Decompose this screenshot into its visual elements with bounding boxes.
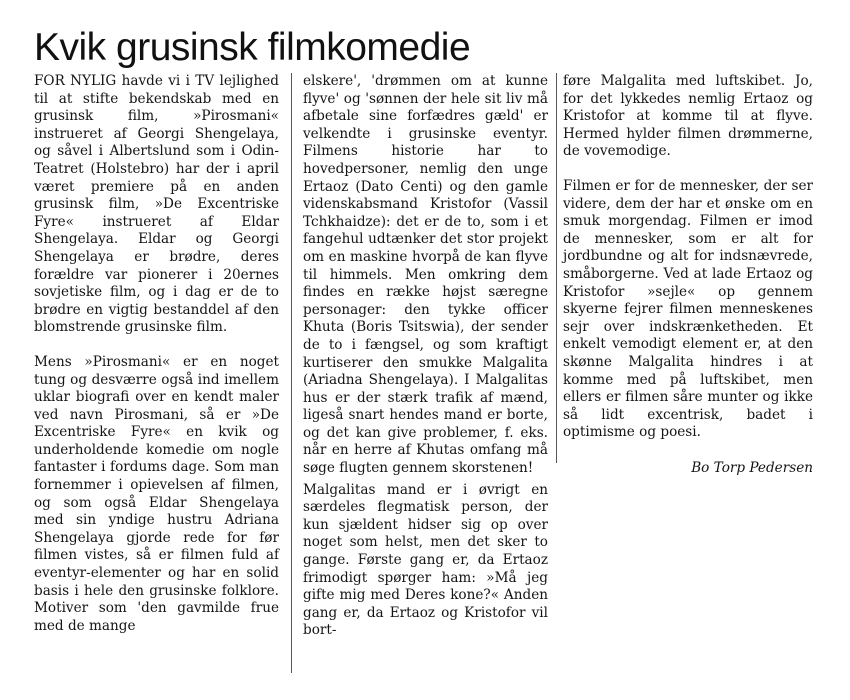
paragraph: elskere', 'drømmen om at kunne flyve' og 'sønnen der hele sit liv må afbetale sine forfædres gæld' er velkendte i grusinske eventyr. Filmens historie har to hovedpersoner, nemlig den unge Ertaoz (Dato Centi) og den gamle videnskabsmand Kristofor (Vassil Tchkhaidze): det er de to, som i et fangehul udtænker det stor projekt om en maskine hvorpå de kan flyve til himmels. Men omkring dem findes en række højst særegne personager: den tykke officer Khuta (Boris Tsitswia), der sender de to i fængsel, og som kraftigt kurtiserer den smukke Malgalita (Ariadna Shengelaya). I Malgalitas hus er der stærk trafik af mænd, ligeså snart hendes mand er borte, og det kan give problemer, f. eks. når en herre af Khutas omfang må søge flugten gennem skorstenen!	[303, 73, 548, 477]
byline: Bo Torp Pedersen	[691, 460, 813, 476]
paragraph: FOR NYLIG havde vi i TV lejlighed til at stifte bekendskab med en grusinsk film, »Pirosmani« instrueret af Georgi Shengelaya, og såvel i Albertslund som i Odin-Teatret (Holstebro) har der i april været premiere på en anden grusinsk film, »De Excentriske Fyre« instrueret af Eldar Shengelaya. Eldar og Georgi Shengelaya er brødre, deres forældre var pionerer i 20ernes sovjetiske film, og i dag er de to brødre en vigtig bestanddel af den blomstrende grusinske film.	[34, 73, 279, 336]
article-column-3	[563, 73, 813, 442]
paragraph: føre Malgalita med luftskibet. Jo, for det lykkedes nemlig Ertaoz og Kristofor at komme til at flyve. Hermed hylder filmen drømmerne, de vovemodige.	[563, 73, 813, 160]
column-divider-1	[291, 73, 292, 673]
paragraph: Mens »Pirosmani« er en noget tung og desværre også ind imellem uklar biografi over en kendt maler ved navn Pirosmani, så er »De Excentriske Fyre« en kvik og underholdende komedie om nogle fantaster i fordums dage. Som man fornemmer i opievelsen af filmen, og som også Eldar Shengelaya med sin yndige hustru Adriana Shengelaya gjorde rede for før filmen vistes, så er filmen fuld af eventyr-elementer og har en solid basis i hele den grusinske folklore. Motiver som 'den gavmilde frue med de mange	[34, 353, 279, 634]
paragraph: Malgalitas mand er i øvrigt en særdeles flegmatisk person, der kun sjældent hidser sig op over noget som helst, men det sker to gange. Første gang er, da Ertaoz frimodigt spørger ham: »Må jeg gifte mig med Deres kone?« Anden gang er, da Ertaoz og Kristofor vil bort-	[303, 481, 548, 639]
column-divider-2	[556, 73, 557, 463]
article-column-2	[303, 73, 548, 640]
headline: Kvik grusinsk filmkomedie	[34, 26, 471, 69]
article-column-1	[34, 73, 279, 635]
paragraph: Filmen er for de mennesker, der ser videre, dem der har et ønske om en smuk morgendag. Filmen er imod de mennesker, som er alt for jordbundne og alt for indsnævrede, småborgerne. Ved at lade Ertaoz og Kristofor »sejle« op gennem skyerne fejrer filmen menneskenes sejr over indskrænketheden. Et enkelt vemodigt element er, at den skønne Malgalita hindres i at komme med på luftskibet, men ellers er filmen såre munter og ikke så lidt excentrisk, badet i optimisme og poesi.	[563, 177, 813, 441]
